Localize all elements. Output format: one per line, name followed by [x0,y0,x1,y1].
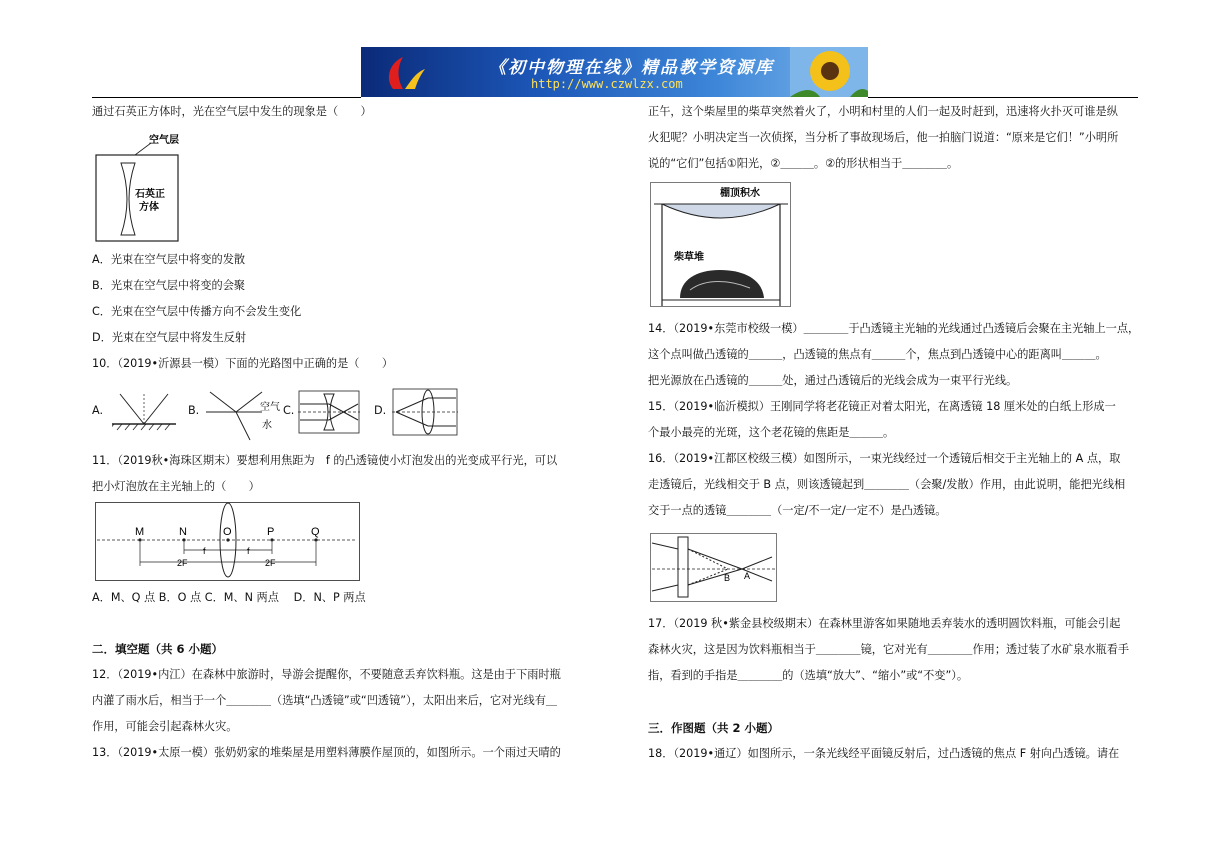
q9-fig-quartz-label-2: 方体 [139,202,159,213]
q9-option-a: A．光束在空气层中将变的发散 [92,253,246,266]
q10-stem: 10．（2019•沂源县一模）下面的光路图中正确的是（ ） [92,357,394,370]
q11-point-o: O [223,526,232,538]
header-title: 《初中物理在线》精品教学资源库 [489,58,774,78]
q9-option-d: D．光束在空气层中将发生反射 [92,331,247,344]
q9-figure [95,131,185,243]
q16-point-a: A [744,571,751,581]
site-logo-icon [379,53,429,91]
q10-air-label: 空气 [260,402,280,413]
q10-label-a: A. [92,404,104,417]
q14-line-2: 这个点叫做凸透镜的＿＿＿，凸透镜的焦点有＿＿＿个，焦点到凸透镜中心的距离叫＿＿＿。 [648,348,1107,361]
q11-label-f-left: f [203,546,206,556]
header-url[interactable]: http://www.czwlzx.com [531,77,683,91]
q16-point-b: B [724,573,731,583]
q16-line-1: 16．（2019•江都区校级三模）如图所示，一束光线经过一个透镜后相交于主光轴上的 A 点，取 [648,452,1121,465]
q13-line-4: 说的“它们”包括①阳光，②＿＿＿。②的形状相当于＿＿＿＿。 [648,157,959,170]
q10-diagram-d [392,388,460,436]
q17-line-3: 指，看到的手指是＿＿＿＿的（选填“放大”、“缩小”或“不变”）。 [648,669,969,682]
q10-diagram-c [298,390,362,434]
q15-line-2: 个最小最亮的光斑，这个老花镜的焦距是＿＿＿。 [648,426,895,439]
header-banner [361,47,868,97]
section-3-title: 三．作图题（共 2 小题） [648,721,780,735]
q11-label-2f-right: 2F [265,558,276,568]
q10-water-label: 水 [262,420,272,431]
q14-line-1: 14．（2019•东莞市校级一模）＿＿＿＿于凸透镜主光轴的光线通过凸透镜后会聚在主光轴上一点， [648,322,1140,335]
q11-figure [95,502,361,582]
q13-roof-label: 棚顶积水 [720,188,760,199]
q9-options [92,247,393,377]
q9-option-b: B．光束在空气层中将变的会聚 [92,279,246,292]
q10-label-b: B. [188,404,200,417]
q11-point-p: P [267,526,275,538]
q17-block [648,611,1129,689]
q16-figure [650,533,778,603]
q10-label-d: D. [374,404,387,417]
q13-line-1: 13．（2019•太原一模）张奶奶家的堆柴屋是用塑料薄膜作屋顶的，如图所示。一个雨过天晴的 [92,746,561,759]
q13-line-3: 火犯呢？小明决定当一次侦探，当分析了事故现场后，他一拍脑门说道：“原来是它们！”小明所 [648,131,1119,144]
q9-fig-quartz-label-1: 石英正 [135,189,165,200]
q11-point-q: Q [311,526,320,538]
q16-line-3: 交于一点的透镜＿＿＿＿（一定/不一定/一定不）是凸透镜。 [648,504,947,517]
q17-line-2: 森林火灾，这是因为饮料瓶相当于＿＿＿＿镜，它对光有＿＿＿＿作用；透过装了水矿泉水瓶看手 [648,643,1130,656]
q11-block [92,448,557,500]
q12-line-1: 12．（2019•内江）在森林中旅游时，导游会提醒你，不要随意丢弃饮料瓶。这是由于下雨时瓶 [92,668,561,681]
section-3-block [648,715,1119,767]
q9-stem: 通过石英正方体时，光在空气层中发生的现象是（ ） [92,105,372,118]
section-2-title: 二．填空题（共 6 小题） [92,642,224,656]
q13-line-2: 正午，这个柴屋里的柴草突然着火了，小明和村里的人们一起及时赶到，迅速将火扑灭可谁是纵 [648,105,1118,118]
header-rule-left [92,97,361,98]
q18-line-1: 18．（2019•通辽）如图所示，一条光线经平面镜反射后，过凸透镜的焦点 F 射向凸透镜。请在 [648,747,1120,760]
q10-diagram-a [112,390,178,434]
q11-label-2f-left: 2F [177,558,188,568]
left-column [92,99,372,125]
header-rule-right [868,97,1138,98]
q11-label-f-right: f [247,546,250,556]
q11-stem-line-1: 11．（2019秋•海珠区期末）要想利用焦距为 f 的凸透镜使小灯泡发出的光变成平行光，可以 [92,454,558,467]
q11-options-block [92,585,366,611]
q12-line-3: 作用，可能会引起森林火灾。 [92,720,238,733]
q15-line-1: 15．（2019•临沂模拟）王刚同学将老花镜正对着太阳光，在离透镜 18 厘米处的白纸上形成一 [648,400,1116,413]
sunflower-icon [790,47,868,97]
q17-line-1: 17．（2019 秋•紫金县校级期末）在森林里游客如果随地丢弃装水的透明圆饮料瓶，可能会引起 [648,617,1121,630]
q11-point-n: N [179,526,187,538]
q13-hay-label: 柴草堆 [674,252,704,263]
section-2-block [92,636,561,766]
q13-figure [650,182,792,308]
q12-line-2: 内灌了雨水后，相当于一个＿＿＿＿（选填“凸透镜”或“凹透镜”），太阳出来后，它对光线有＿ [92,694,558,707]
q14-q16-block [648,316,1139,524]
q16-line-2: 走透镜后，光线相交于 B 点，则该透镜起到＿＿＿＿（会聚/发散）作用，由此说明，能把光线相 [648,478,1126,491]
q14-line-3: 把光源放在凸透镜的＿＿＿处，通过凸透镜后的光线会成为一束平行光线。 [648,374,1018,387]
q10-label-c: C. [283,404,295,417]
q9-fig-air-label: 空气层 [149,135,179,146]
q11-stem-line-2: 把小灯泡放在主光轴上的（ ） [92,480,260,493]
right-column-top [648,99,1118,177]
q11-options: A．M、Q 点 B．O 点 C．M、N 两点 D．N、P 两点 [92,591,366,604]
q11-point-m: M [135,526,145,538]
q9-option-c: C．光束在空气层中传播方向不会发生变化 [92,305,302,318]
q10-diagram-b [206,390,290,442]
